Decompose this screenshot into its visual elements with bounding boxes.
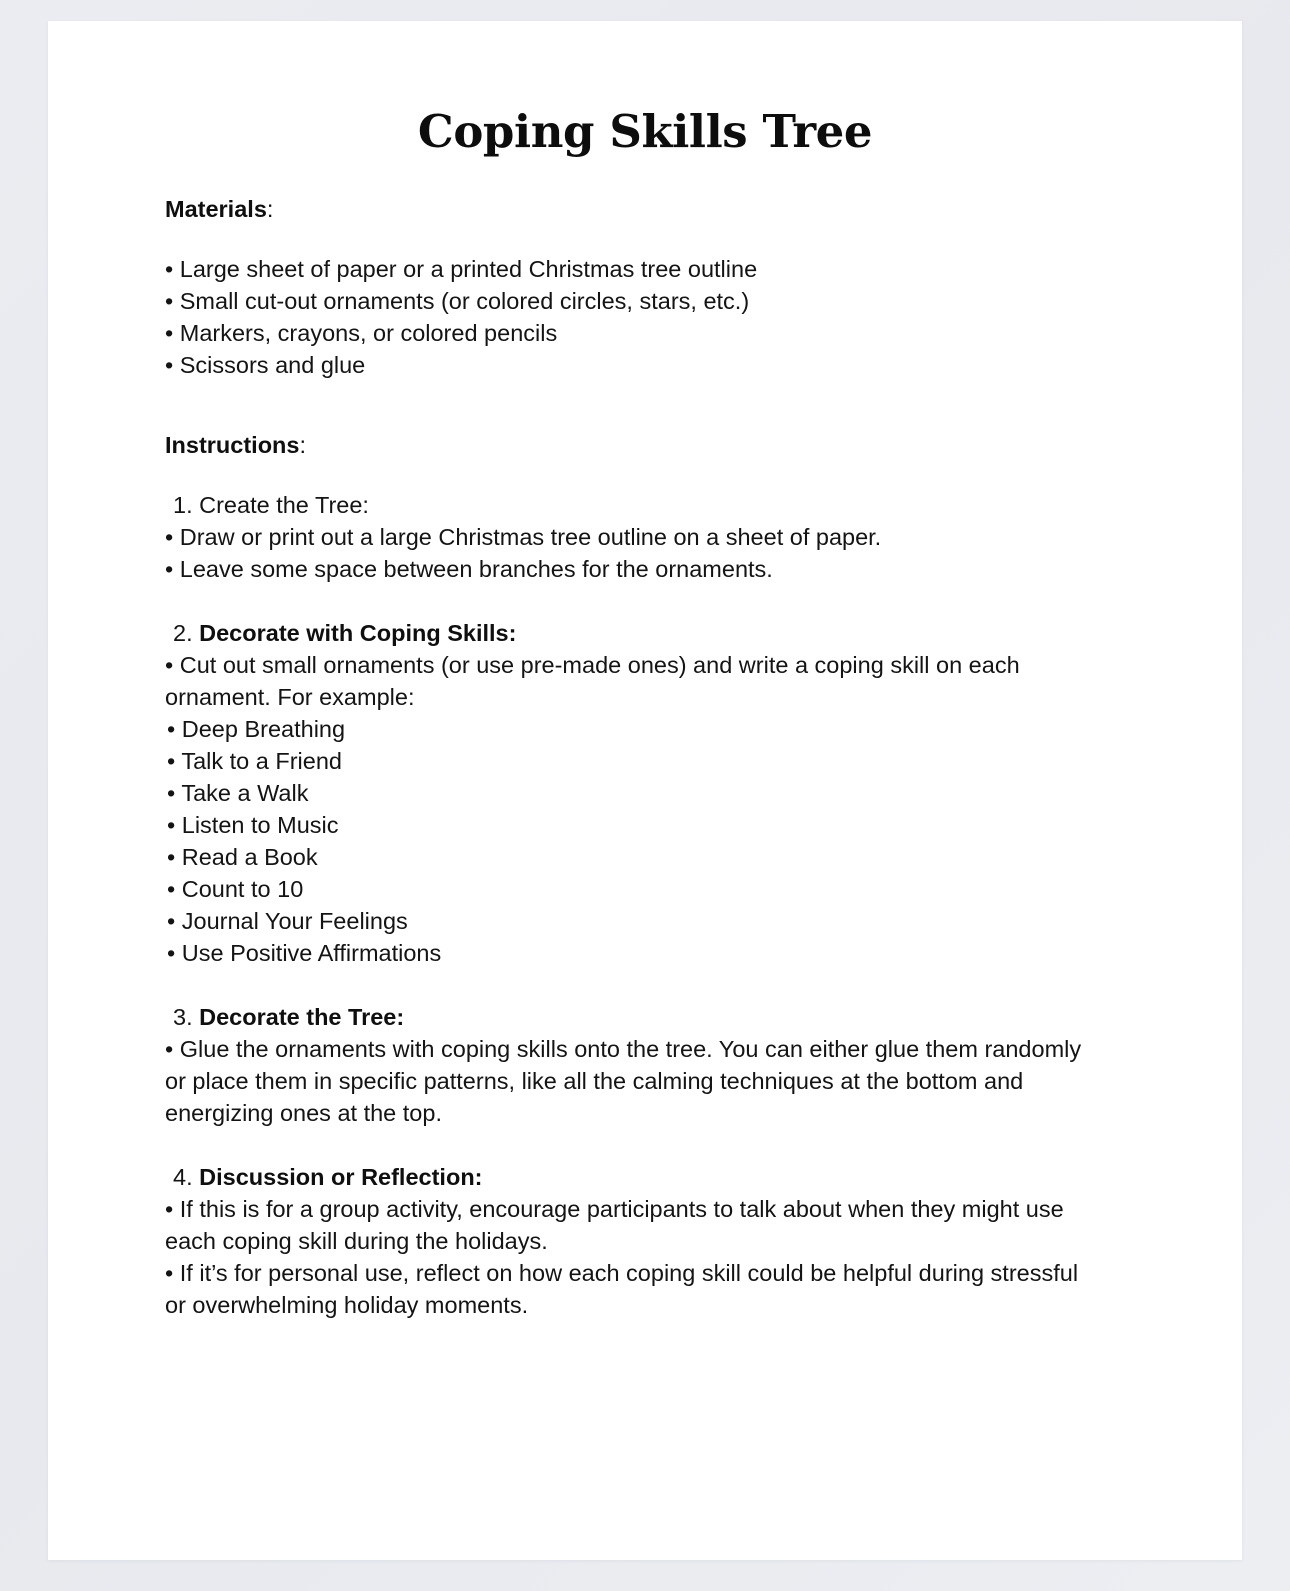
list-item: • Read a Book: [167, 843, 318, 870]
list-item: • Use Positive Affirmations: [167, 939, 442, 966]
coping-skills-list: [165, 713, 1100, 969]
step-4-number: 4.: [173, 1163, 193, 1190]
list-item: • Cut out small ornaments (or use pre-made ones) and write a coping skill on each ornament. For example:: [165, 651, 1020, 710]
materials-section: [165, 193, 1100, 381]
instructions-section: [165, 429, 1100, 1321]
step-1-title: [165, 489, 1100, 521]
document-page: [48, 21, 1242, 1560]
materials-item-0: • Large sheet of paper or a printed Christmas tree outline: [165, 255, 758, 282]
document-body: [165, 193, 1100, 1321]
list-item: • If it’s for personal use, reflect on how each coping skill could be helpful during stressful or overwhelming holiday moments.: [165, 1259, 1079, 1318]
step-2-number: 2.: [173, 619, 193, 646]
step-3-label: Decorate the Tree:: [199, 1003, 405, 1030]
list-item: • Take a Walk: [167, 779, 309, 806]
instruction-step-4: [165, 1161, 1100, 1321]
list-item: • Glue the ornaments with coping skills onto the tree. You can either glue them randomly or place them in specific patterns, like all the calming techniques at the bottom and energizing ones at the top.: [165, 1035, 1082, 1126]
step-3-lines: [165, 1033, 1100, 1129]
step-1-number: 1.: [173, 491, 193, 518]
instructions-heading-label: Instructions: [165, 431, 300, 458]
materials-heading: [165, 193, 1100, 225]
list-item: • Count to 10: [167, 875, 304, 902]
page-title: Coping Skills Tree: [417, 105, 873, 158]
list-item: • Journal Your Feelings: [167, 907, 408, 934]
list-item: • Leave some space between branches for the ornaments.: [165, 555, 773, 582]
list-item: [165, 285, 1100, 317]
list-item: • Deep Breathing: [167, 715, 346, 742]
list-item: • Talk to a Friend: [167, 747, 342, 774]
list-item: • Draw or print out a large Christmas tree outline on a sheet of paper.: [165, 523, 882, 550]
list-item: [165, 317, 1100, 349]
instructions-heading-colon: :: [299, 431, 307, 458]
list-item: [165, 253, 1100, 285]
materials-item-2: • Markers, crayons, or colored pencils: [165, 319, 558, 346]
materials-heading-colon: :: [266, 195, 274, 222]
materials-item-1: • Small cut-out ornaments (or colored circles, stars, etc.): [165, 287, 750, 314]
instructions-heading: [165, 429, 1100, 461]
step-2-title: [165, 617, 1100, 649]
materials-list: [165, 253, 1100, 381]
step-3-title: [165, 1001, 1100, 1033]
step-2-label: Decorate with Coping Skills:: [199, 619, 517, 646]
materials-item-3: • Scissors and glue: [165, 351, 366, 378]
step-2-lines: [165, 649, 1100, 713]
step-3-number: 3.: [173, 1003, 193, 1030]
step-4-label: Discussion or Reflection:: [199, 1163, 483, 1190]
materials-heading-label: Materials: [165, 195, 267, 222]
step-4-lines: [165, 1193, 1100, 1321]
step-1-label: Create the Tree:: [199, 491, 369, 518]
instruction-step-2: [165, 617, 1100, 969]
step-1-lines: [165, 521, 1100, 585]
step-4-title: [165, 1161, 1100, 1193]
list-item: [165, 349, 1100, 381]
list-item: • Listen to Music: [167, 811, 339, 838]
list-item: • If this is for a group activity, encourage participants to talk about when they might use each coping skill during the holidays.: [165, 1195, 1064, 1254]
instruction-step-1: [165, 489, 1100, 585]
instruction-step-3: [165, 1001, 1100, 1129]
